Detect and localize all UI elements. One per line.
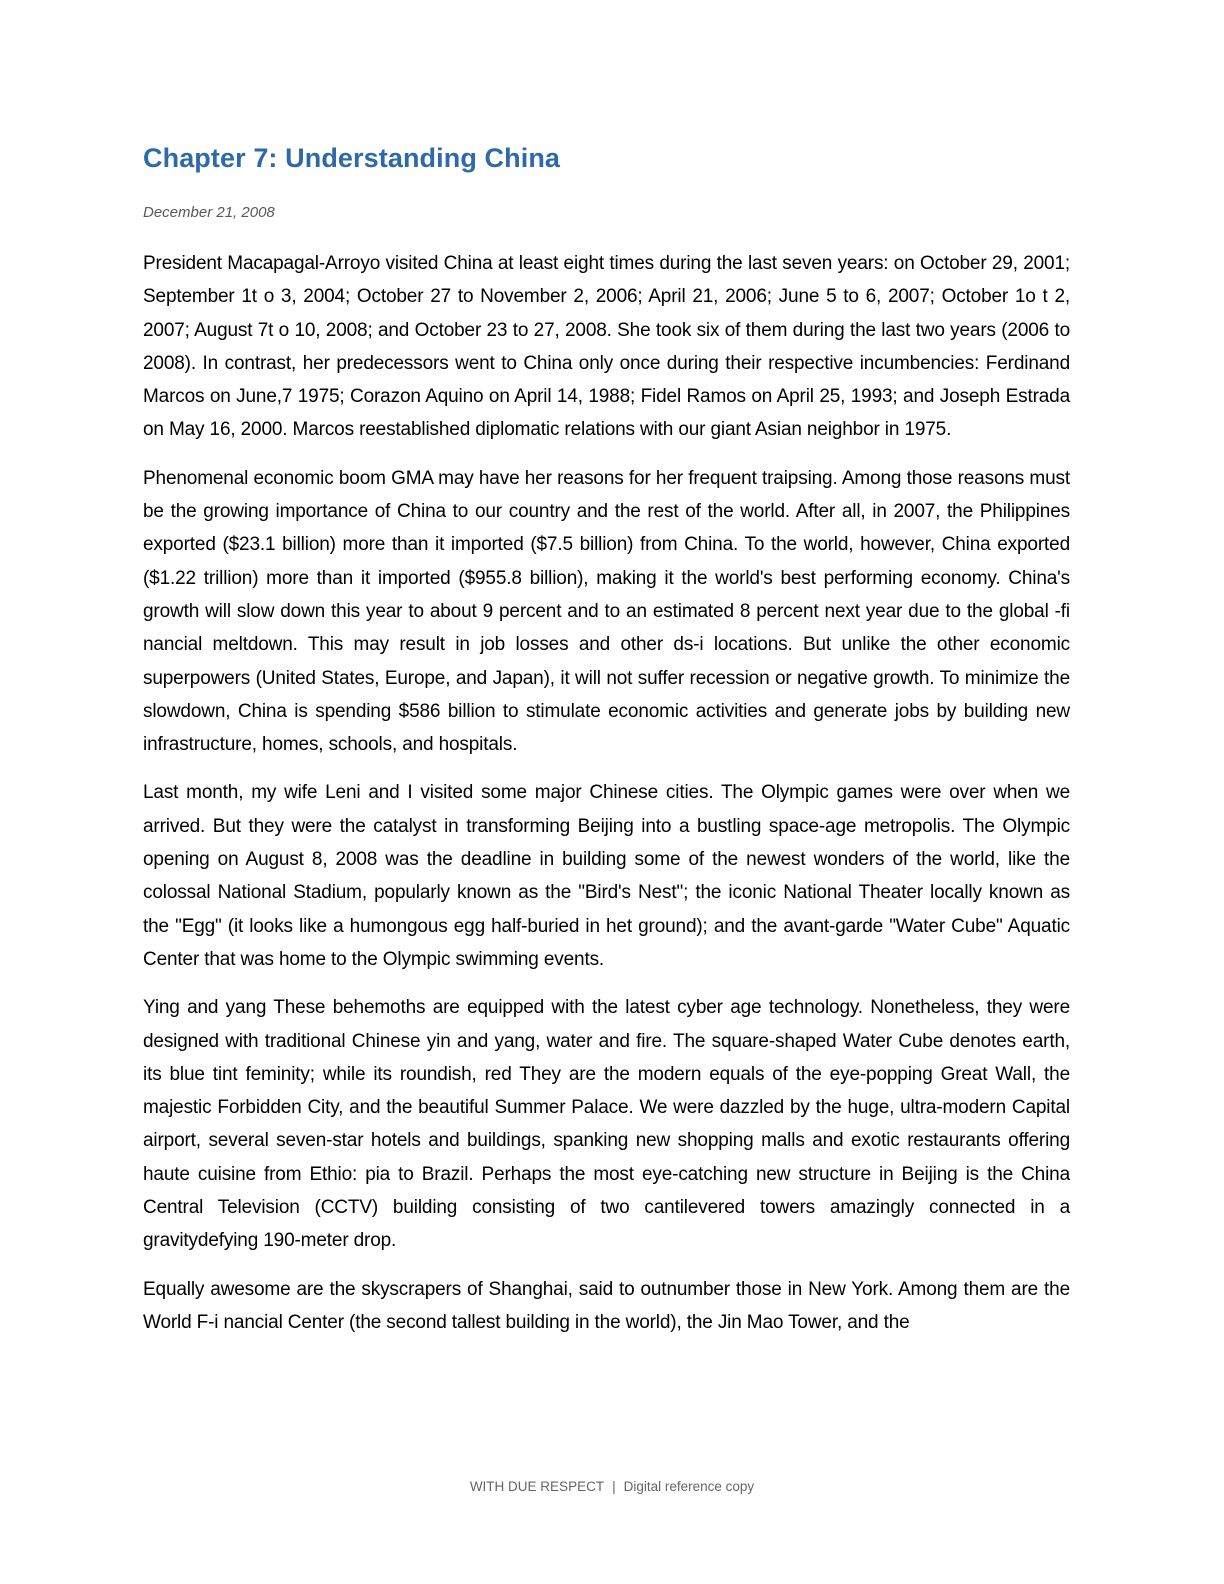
paragraph-3: Last month, my wife Leni and I visited some major Chinese cities. The Olympic games were over when we arrived. But they were the catalyst in transforming Beijing into a bustling space-age metropolis. The Olympic opening on August 8, 2008 was the deadline in building some of the newest wonders of the world, like the colossal National Stadium, popularly known as the "Bird's Nest"; the iconic National Theater locally known as the "Egg" (it looks like a humongous egg half-buried in het ground); and the avant-garde "Water Cube" Aquatic Center that was home to the Olympic swimming events.	[143, 782, 1070, 970]
paragraph-2: Phenomenal economic boom GMA may have her reasons for her frequent traipsing. Among those reasons must be the growing importance of China to our country and the rest of the world. After all, in 2007, the Philippines exported ($23.1 billion) more than it imported ($7.5 billion) from China. To the world, however, China exported ($1.22 trillion) more than it imported ($955.8 billion), making it the world's best performing economy. China's growth will slow down this year to about 9 percent and to an estimated 8 percent next year due to the global -fi nancial meltdown. This may result in job losses and other ds-i locations. But unlike the other economic superpowers (United States, Europe, and Japan), it will not suffer recession or negative growth. To minimize the slowdown, China is spending $586 billion to stimulate economic activities and generate jobs by building new infrastructure, homes, schools, and hospitals.	[143, 467, 1070, 756]
page-footer	[0, 1479, 1224, 1494]
publication-date: December 21, 2008	[143, 204, 275, 221]
footer-note: Digital reference copy	[623, 1479, 755, 1494]
paragraph-5: Equally awesome are the skyscrapers of Shanghai, said to outnumber those in New York. Among them are the World F-i nancial Center (the second tallest building in the world), the Jin Mao Tower, and the	[143, 1278, 1070, 1333]
footer-book-title: WITH DUE RESPECT	[469, 1479, 605, 1494]
paragraph-1: President Macapagal-Arroyo visited China at least eight times during the last seven years: on October 29, 2001; September 1t o 3, 2004; October 27 to November 2, 2006; April 21, 2006; June 5 to 6, 2007; October 1o t 2, 2007; August 7t o 10, 2008; and October 23 to 27, 2008. She took six of them during the last two years (2006 to 2008). In contrast, her predecessors went to China only once during their respective incumbencies: Ferdinand Marcos on June,7 1975; Corazon Aquino on April 14, 1988; Fidel Ramos on April 25, 1993; and Joseph Estrada on May 16, 2000. Marcos reestablished diplomatic relations with our giant Asian neighbor in 1975.	[143, 253, 1070, 441]
footer-separator: |	[612, 1479, 616, 1494]
chapter-title: Chapter 7: Understanding China	[143, 143, 561, 173]
paragraph-4: Ying and yang These behemoths are equipped with the latest cyber age technology. Nonetheless, they were designed with traditional Chinese yin and yang, water and fire. The square-shaped Water Cube denotes earth, its blue tint feminity; while its roundish, red They are the modern equals of the eye-popping Great Wall, the majestic Forbidden City, and the beautiful Summer Palace. We were dazzled by the huge, ultra-modern Capital airport, several seven-star hotels and buildings, spanking new shopping malls and exotic restaurants offering haute cuisine from Ethio: pia to Brazil. Perhaps the most eye-catching new structure in Beijing is the China Central Television (CCTV) building consisting of two cantilevered towers amazingly connected in a gravitydefying 190-meter drop.	[143, 997, 1070, 1252]
article-body	[143, 247, 1070, 1354]
